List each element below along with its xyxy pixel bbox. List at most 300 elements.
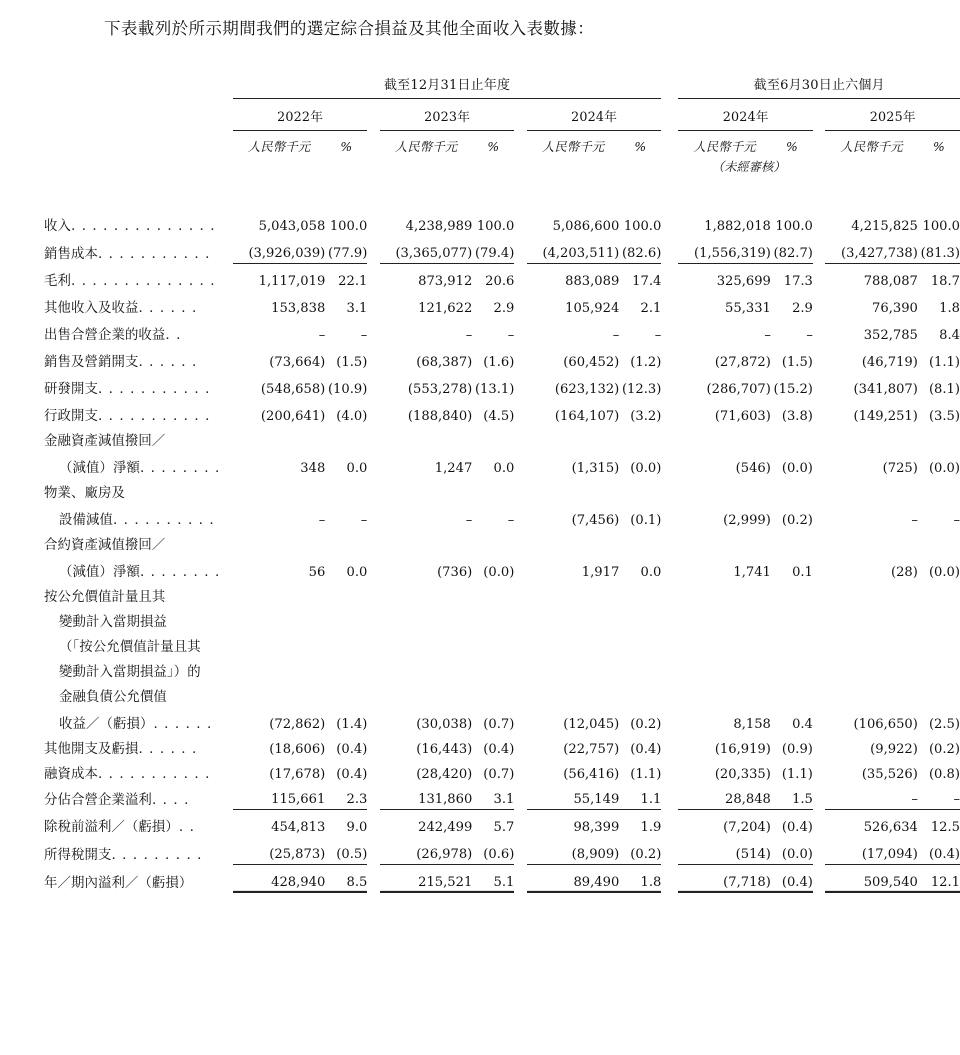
cell-value: – — [318, 513, 326, 528]
unit-header-amount-2024-interim: 人民幣千元 — [693, 140, 756, 154]
cell-value: (72,862) — [269, 717, 326, 732]
spacer-cell — [813, 318, 826, 345]
spacer-cell — [220, 478, 960, 503]
cell-value: (0.4) — [483, 742, 515, 757]
row-label-line: 合約資產減值撥回／ — [44, 538, 166, 553]
cell-value: 131,860 — [380, 784, 472, 810]
intro-paragraph: 下表載列於所示期間我們的選定綜合損益及其他全面收入表數據： — [104, 19, 595, 38]
cell-value: – — [507, 513, 515, 528]
spacer-cell — [813, 209, 826, 236]
cell-value: (286,707) — [706, 382, 771, 397]
cell-value: – — [360, 328, 368, 343]
spacer-cell — [367, 372, 380, 399]
header-pad-row — [44, 99, 960, 107]
cell-value: (3,365,077) — [380, 236, 472, 264]
cell-value: – — [764, 328, 771, 343]
row-label: 其他收入及收益. . . . . . — [44, 301, 198, 316]
spacer-cell — [661, 451, 678, 478]
spacer-cell — [367, 138, 380, 157]
cell-value: 0.0 — [346, 565, 368, 580]
cell-value: 8.4 — [939, 328, 960, 343]
spacer-cell — [220, 607, 960, 632]
cell-value: (12,045) — [563, 717, 620, 732]
cell-value: (35,526) — [861, 767, 918, 782]
table-group-header-row — [44, 74, 960, 93]
cell-value: (149,251) — [853, 409, 918, 424]
spacer-cell — [367, 451, 380, 478]
cell-value: (553,278) — [407, 382, 473, 397]
table-row — [44, 372, 960, 399]
cell-value: 5,086,600 — [552, 219, 620, 234]
spacer-cell — [220, 632, 960, 657]
spacer-cell — [661, 372, 678, 399]
cell-value: – — [465, 513, 473, 528]
cell-value: (164,107) — [554, 409, 620, 424]
unit-header-amount-2024-annual: 人民幣千元 — [541, 140, 605, 154]
cell-value: 1,247 — [434, 461, 473, 476]
cell-value: 8,158 — [733, 717, 771, 732]
unit-header-percent-2023: % — [487, 140, 500, 154]
table-unit-header-row — [44, 138, 960, 157]
cell-value: (4.5) — [483, 409, 515, 424]
cell-value: (0.0) — [630, 461, 662, 476]
spacer-cell — [514, 734, 527, 759]
period-header-2024-interim: 2024年 — [722, 109, 769, 124]
table-row — [44, 236, 960, 264]
spacer-cell — [220, 318, 233, 345]
spacer-cell — [367, 503, 380, 530]
cell-value: (4,203,511) — [527, 236, 619, 264]
spacer-cell — [813, 759, 826, 784]
cell-value: 153,838 — [271, 301, 326, 316]
cell-value: 509,540 — [825, 865, 917, 893]
spacer-cell — [514, 837, 527, 865]
spacer-cell — [514, 318, 527, 345]
table-row — [44, 734, 960, 759]
cell-value: (79.4) — [472, 236, 514, 264]
table-row — [44, 759, 960, 784]
table-row-label-continuation — [44, 478, 960, 503]
cell-value: (0.0) — [771, 837, 813, 865]
cell-value: 0.0 — [493, 461, 515, 476]
cell-value: (0.6) — [472, 837, 514, 865]
spacer-cell — [367, 291, 380, 318]
cell-value: 4,215,825 — [851, 219, 918, 234]
spacer-cell — [220, 759, 233, 784]
cell-value: (1.1) — [630, 767, 662, 782]
unit-header-percent-2025-interim: % — [932, 140, 945, 154]
cell-value: – — [465, 328, 473, 343]
cell-value: (623,132) — [554, 382, 620, 397]
cell-value: 100.0 — [775, 219, 813, 234]
cell-value: (20,335) — [714, 767, 771, 782]
cell-value: (30,038) — [416, 717, 473, 732]
cell-value: (16,919) — [714, 742, 771, 757]
cell-value: (82.7) — [771, 236, 813, 264]
cell-value: (73,664) — [269, 355, 326, 370]
spacer-cell — [220, 291, 233, 318]
row-label: 研發開支. . . . . . . . . . . — [44, 382, 211, 397]
cell-value: (1,315) — [571, 461, 620, 476]
row-label-line: 金融資產減值撥回／ — [44, 434, 166, 449]
spacer-cell — [661, 707, 678, 734]
row-label: 毛利. . . . . . . . . . . . . . — [44, 274, 216, 289]
cell-value: 2.9 — [792, 301, 813, 316]
cell-value: – — [612, 328, 620, 343]
cell-value: (0.4) — [336, 767, 368, 782]
cell-value: (0.0) — [928, 461, 960, 476]
spacer-cell — [813, 784, 826, 810]
cell-value: (546) — [735, 461, 771, 476]
row-label: 融資成本. . . . . . . . . . . — [44, 767, 211, 782]
table-row — [44, 451, 960, 478]
spacer-cell — [220, 138, 233, 157]
spacer-cell — [220, 810, 233, 838]
cell-value: 0.4 — [792, 717, 813, 732]
cell-value: 4,238,989 — [405, 219, 473, 234]
table-row-label-continuation — [44, 632, 960, 657]
cell-value: 352,785 — [863, 328, 918, 343]
cell-value: (3.8) — [781, 409, 813, 424]
cell-value: 883,089 — [565, 274, 620, 289]
spacer-cell — [220, 530, 960, 555]
cell-value: 56 — [308, 565, 326, 580]
cell-value: (8,909) — [527, 837, 619, 865]
cell-value: – — [318, 328, 326, 343]
table-row-label-continuation — [44, 607, 960, 632]
row-label: （減值）淨額. . . . . . . . — [59, 565, 221, 580]
spacer-cell — [661, 345, 678, 372]
spacer-cell — [367, 784, 380, 810]
cell-value: (8.1) — [928, 382, 960, 397]
cell-value: (77.9) — [325, 236, 367, 264]
cell-value: (71,603) — [714, 409, 771, 424]
spacer-cell — [661, 555, 678, 582]
cell-value: 2.3 — [325, 784, 367, 810]
cell-value: (341,807) — [853, 382, 918, 397]
cell-value: 100.0 — [623, 219, 662, 234]
spacer-cell — [661, 399, 678, 426]
cell-value: (0.0) — [928, 565, 960, 580]
spacer-cell — [813, 157, 826, 175]
spacer-cell — [367, 399, 380, 426]
cell-value: (7,204) — [723, 820, 771, 835]
cell-value: 2.1 — [640, 301, 662, 316]
spacer-cell — [220, 707, 233, 734]
cell-value: (0.2) — [619, 837, 661, 865]
cell-value: (0.7) — [483, 767, 515, 782]
spacer-cell — [813, 837, 826, 865]
cell-value: 1,741 — [733, 565, 771, 580]
row-label: 收益／（虧損）. . . . . . — [59, 717, 213, 732]
cell-value: (0.2) — [630, 717, 662, 732]
cell-value: (1.6) — [483, 355, 515, 370]
cell-value: 55,149 — [527, 784, 619, 810]
table-row — [44, 264, 960, 292]
period-header-2023: 2023年 — [424, 109, 471, 124]
cell-value: (26,978) — [380, 837, 472, 865]
spacer-cell — [44, 99, 960, 107]
spacer-cell — [220, 74, 233, 93]
cell-value: – — [806, 328, 813, 343]
cell-value: (0.2) — [928, 742, 960, 757]
table-row — [44, 810, 960, 838]
spacer-cell — [220, 555, 233, 582]
row-label-line: 金融負債公允價值 — [59, 690, 167, 705]
cell-value: 1.1 — [619, 784, 661, 810]
row-label: 其他開支及虧損. . . . . . — [44, 742, 198, 757]
row-label: 銷售及營銷開支. . . . . . — [44, 355, 198, 370]
spacer-cell — [514, 372, 527, 399]
cell-value: 98,399 — [573, 820, 620, 835]
cell-value: 121,622 — [418, 301, 473, 316]
financial-summary-table — [44, 74, 960, 893]
cell-value: (0.0) — [483, 565, 515, 580]
spacer-cell — [813, 734, 826, 759]
cell-value: 325,699 — [716, 274, 771, 289]
cell-value: 788,087 — [863, 274, 918, 289]
period-header-2022: 2022年 — [277, 109, 324, 124]
spacer-cell — [220, 837, 233, 865]
spacer-cell — [813, 264, 826, 292]
row-label: 收入. . . . . . . . . . . . . . — [44, 219, 216, 234]
cell-value: (3.5) — [928, 409, 960, 424]
cell-value: (0.4) — [336, 742, 368, 757]
spacer-cell — [813, 503, 826, 530]
spacer-cell — [661, 759, 678, 784]
spacer-cell — [813, 345, 826, 372]
cell-value: (81.3) — [918, 236, 960, 264]
cell-value: 1,917 — [581, 565, 620, 580]
cell-value: (28,420) — [416, 767, 473, 782]
cell-value: 115,661 — [233, 784, 325, 810]
cell-value: (15.2) — [773, 382, 813, 397]
row-label: （減值）淨額. . . . . . . . — [59, 461, 221, 476]
table-row-label-continuation — [44, 426, 960, 451]
spacer-cell — [220, 345, 233, 372]
period-header-2024-annual: 2024年 — [571, 109, 618, 124]
cell-value: (17,678) — [269, 767, 326, 782]
table-row — [44, 503, 960, 530]
cell-value: (3,926,039) — [233, 236, 325, 264]
cell-value: 22.1 — [338, 274, 368, 289]
spacer-cell — [220, 657, 960, 682]
cell-value: (9,922) — [870, 742, 918, 757]
spacer-cell — [220, 784, 233, 810]
spacer-cell — [514, 555, 527, 582]
spacer-cell — [367, 759, 380, 784]
table-row-label-continuation — [44, 682, 960, 707]
cell-value: (0.4) — [781, 820, 813, 835]
table-row — [44, 707, 960, 734]
spacer-cell — [661, 810, 678, 838]
row-label-line: 按公允價值計量且其 — [44, 590, 166, 605]
cell-value: (1.1) — [781, 767, 813, 782]
spacer-cell — [514, 759, 527, 784]
cell-value: (0.1) — [630, 513, 662, 528]
cell-value: (82.6) — [619, 236, 661, 264]
table-row — [44, 865, 960, 893]
spacer-cell — [661, 837, 678, 865]
row-label-line: 變動計入當期損益」）的 — [59, 665, 201, 680]
spacer-cell — [661, 106, 678, 125]
cell-value: (0.4) — [918, 837, 960, 865]
spacer-cell — [661, 318, 678, 345]
cell-value: (3.2) — [630, 409, 662, 424]
table-row — [44, 345, 960, 372]
row-label: 除稅前溢利／（虧損）. . — [44, 820, 195, 835]
header-label-spacer — [44, 138, 220, 157]
cell-value: 1.8 — [939, 301, 960, 316]
cell-value: 17.4 — [632, 274, 662, 289]
table-row — [44, 784, 960, 810]
row-label: 年／期內溢利／（虧損） — [44, 875, 193, 891]
group-header-interim: 截至6月30日止六個月 — [753, 78, 885, 93]
cell-value: 215,521 — [380, 865, 472, 893]
spacer-cell — [514, 264, 527, 292]
spacer-cell — [813, 372, 826, 399]
spacer-cell — [813, 865, 826, 893]
cell-value: (7,456) — [571, 513, 620, 528]
spacer-cell — [813, 451, 826, 478]
cell-value: (725) — [882, 461, 918, 476]
cell-value: 428,940 — [233, 865, 325, 893]
cell-value: (46,719) — [861, 355, 918, 370]
cell-value: 348 — [300, 461, 326, 476]
cell-value: – — [507, 328, 515, 343]
spacer-cell — [220, 399, 233, 426]
spacer-cell — [661, 503, 678, 530]
cell-value: 8.5 — [325, 865, 367, 893]
row-label-line: 變動計入當期損益 — [59, 615, 167, 630]
cell-value: 873,912 — [418, 274, 473, 289]
cell-value: 454,813 — [271, 820, 326, 835]
spacer-cell — [661, 291, 678, 318]
cell-value: – — [654, 328, 662, 343]
spacer-cell — [367, 555, 380, 582]
spacer-cell — [514, 399, 527, 426]
header-label-spacer — [44, 106, 220, 125]
cell-value: (56,416) — [563, 767, 620, 782]
spacer-cell — [813, 707, 826, 734]
spacer-cell — [220, 503, 233, 530]
spacer-cell — [220, 372, 233, 399]
unit-header-percent-2024-interim: % — [785, 140, 798, 154]
table-row-label-continuation — [44, 657, 960, 682]
spacer-cell — [220, 209, 233, 236]
header-pad-row — [44, 131, 960, 139]
row-label: 設備減值. . . . . . . . . . — [59, 513, 215, 528]
header-label-spacer — [44, 74, 220, 93]
cell-value: 3.1 — [472, 784, 514, 810]
cell-value: 1,882,018 — [704, 219, 771, 234]
cell-value: – — [918, 784, 960, 810]
table-unaudited-note-row — [44, 157, 960, 175]
spacer-cell — [661, 734, 678, 759]
spacer-cell — [367, 707, 380, 734]
cell-value: (25,873) — [233, 837, 325, 865]
spacer-cell — [220, 106, 233, 125]
cell-value: 9.0 — [346, 820, 368, 835]
cell-value: (7,718) — [678, 865, 770, 893]
cell-value: (12.3) — [621, 382, 662, 397]
cell-value: (1.5) — [336, 355, 368, 370]
cell-value: (10.9) — [327, 382, 368, 397]
cell-value: (0.2) — [781, 513, 813, 528]
cell-value: (106,650) — [853, 717, 918, 732]
table-row-label-continuation — [44, 582, 960, 607]
cell-value: 55,331 — [725, 301, 771, 316]
table-row — [44, 209, 960, 236]
cell-value: (1,556,319) — [678, 236, 770, 264]
cell-value: (0.8) — [928, 767, 960, 782]
spacer-cell — [367, 810, 380, 838]
cell-value: 28,848 — [678, 784, 770, 810]
spacer-cell — [661, 264, 678, 292]
spacer-cell — [514, 345, 527, 372]
spacer-cell — [661, 865, 678, 893]
unit-header-amount-2023: 人民幣千元 — [394, 140, 458, 154]
cell-value: (68,387) — [416, 355, 473, 370]
spacer-cell — [514, 291, 527, 318]
cell-value: (4.0) — [336, 409, 368, 424]
spacer-cell — [44, 131, 960, 139]
cell-value: 1.8 — [619, 865, 661, 893]
row-label: 銷售成本. . . . . . . . . . . — [44, 246, 211, 262]
spacer-cell — [514, 503, 527, 530]
cell-value: (1.1) — [928, 355, 960, 370]
spacer-cell — [367, 865, 380, 893]
cell-value: (736) — [437, 565, 473, 580]
unit-header-percent-2022: % — [340, 140, 353, 154]
period-header-2025-interim: 2025年 — [869, 109, 916, 124]
cell-value: 1,117,019 — [258, 274, 326, 289]
cell-value: 0.0 — [346, 461, 368, 476]
spacer-cell — [367, 837, 380, 865]
table-row — [44, 837, 960, 865]
cell-value: 100.0 — [476, 219, 515, 234]
spacer-cell — [367, 345, 380, 372]
cell-value: (27,872) — [714, 355, 771, 370]
cell-value: 0.1 — [792, 565, 813, 580]
spacer-cell — [825, 157, 960, 175]
cell-value: (0.4) — [630, 742, 662, 757]
cell-value: (0.4) — [771, 865, 813, 893]
cell-value: (17,094) — [825, 837, 917, 865]
spacer-cell — [220, 157, 233, 175]
cell-value: (2,999) — [723, 513, 771, 528]
spacer-cell — [220, 582, 960, 607]
cell-value: 242,499 — [418, 820, 473, 835]
spacer-cell — [233, 157, 661, 175]
spacer-cell — [367, 209, 380, 236]
spacer-cell — [813, 106, 826, 125]
cell-value: 12.1 — [918, 865, 960, 893]
cell-value: – — [911, 513, 918, 528]
spacer-cell — [514, 810, 527, 838]
spacer-cell — [514, 451, 527, 478]
cell-value: (18,606) — [269, 742, 326, 757]
spacer-cell — [220, 451, 233, 478]
cell-value: (0.5) — [325, 837, 367, 865]
spacer-cell — [220, 426, 960, 451]
spacer-cell — [367, 734, 380, 759]
unaudited-note: （未經審核） — [711, 160, 786, 174]
spacer-cell — [813, 399, 826, 426]
cell-value: – — [360, 513, 368, 528]
cell-value: (16,443) — [416, 742, 473, 757]
table-period-header-row — [44, 106, 960, 125]
